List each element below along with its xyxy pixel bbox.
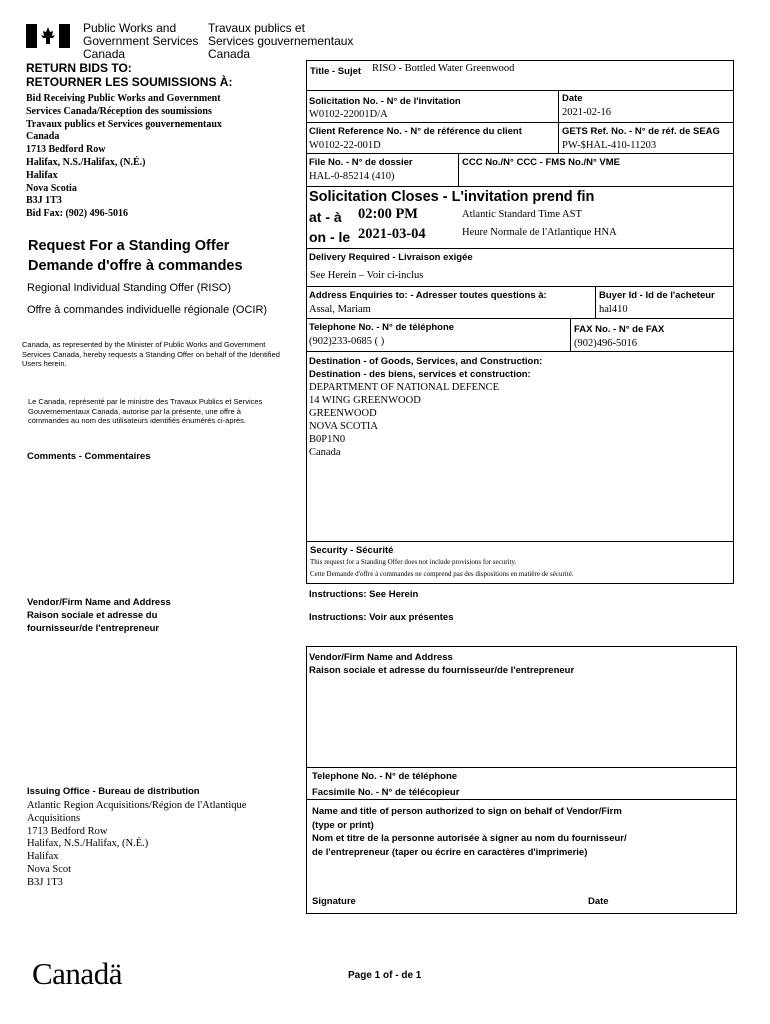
telephone-value: (902)233-0685 ( ): [309, 336, 385, 347]
department-name-en: Public Works and Government Services Canada: [83, 21, 199, 61]
vendor-box-title: Vendor/Firm Name and Address Raison sociale et adresse du fournisseur/de l'entrepreneur: [309, 652, 575, 676]
ccc-no-label: CCC No./N° CCC - FMS No./N° VME: [462, 157, 621, 168]
delivery-value: See Herein – Voir ci-inclus: [310, 270, 424, 281]
fax-label: FAX No. - N° de FAX: [574, 324, 665, 335]
address-enquiries-value: Assal, Mariam: [309, 304, 371, 315]
file-no-label: File No. - N° de dossier: [309, 157, 413, 168]
instructions-en: Instructions: See Herein: [309, 589, 419, 600]
fax-value: (902)496-5016: [574, 338, 637, 349]
request-title: Request For a Standing Offer Demande d'offre à commandes: [28, 238, 243, 274]
closing-time: 02:00 PM: [358, 206, 418, 222]
signature-label: Signature: [312, 896, 356, 907]
buyer-id-value: hal410: [599, 304, 628, 315]
gets-ref-value: PW-$HAL-410-11203: [562, 140, 657, 151]
date-value: 2021-02-16: [562, 107, 611, 118]
closing-title: Solicitation Closes - L'invitation prend fin: [309, 189, 595, 205]
client-ref-value: W0102-22-001D: [309, 140, 381, 151]
issuing-office-label: Issuing Office - Bureau de distribution: [27, 786, 200, 797]
government-flag-logo: [26, 24, 70, 48]
timezone-en: Atlantic Standard Time AST: [462, 209, 582, 220]
address-enquiries-label: Address Enquiries to: - Adresser toutes questions à:: [309, 290, 547, 301]
return-address: Bid Receiving Public Works and Government Services Canada/Réception des soumissions Travaux publics et Services gouvernementaux Canada 1713 Bedford Row Halifax, N.S./Halifax, (N.É.) Halifax Nova Scotia B3J 1T3 Bid Fax: (902) 496-5016: [26, 93, 222, 220]
closing-date: 2021-03-04: [358, 226, 426, 242]
request-paragraph-en: Canada, as represented by the Minister of Public Works and Government Services Canada, hereby requests a Standing Offer on behalf of the Identified Users herein.: [22, 340, 280, 368]
destination-address: DEPARTMENT OF NATIONAL DEFENCE 14 WING GREENWOOD GREENWOOD NOVA SCOTIA B0P1N0 Canada: [309, 382, 500, 458]
delivery-label: Delivery Required - Livraison exigée: [309, 252, 473, 263]
destination-label: Destination - of Goods, Services, and Construction: Destination - des biens, services et construction:: [309, 356, 543, 380]
solicitation-no-value: W0102-22001D/A: [309, 109, 388, 120]
issuing-office-address: Atlantic Region Acquisitions/Région de l'Atlantique Acquisitions 1713 Bedford Row Halifax, N.S./Halifax, (N.É.) Halifax Nova Scot B3J 1T3: [27, 800, 247, 888]
riso-label-fr: Offre à commandes individuelle régionale (OCIR): [27, 304, 268, 316]
gets-ref-label: GETS Ref. No. - N° de réf. de SEAG: [562, 126, 720, 137]
client-ref-label: Client Reference No. - N° de référence du client: [309, 126, 522, 137]
solicitation-no-label: Solicitation No. - N° de l'invitation: [309, 96, 461, 107]
return-bids-title: RETURN BIDS TO: RETOURNER LES SOUMISSIONS À:: [26, 61, 233, 89]
department-name-fr: Travaux publics et Services gouvernementaux Canada: [208, 21, 354, 61]
closing-at-label: at - à: [309, 209, 342, 225]
signature-date-label: Date: [588, 896, 609, 907]
instructions-fr: Instructions: Voir aux présentes: [309, 612, 454, 623]
title-label: Title - Sujet: [310, 66, 362, 77]
security-text-fr: Cette Demande d'offre à commandes ne comprend pas des dispositions en matière de sécurité.: [310, 570, 574, 578]
page-number: Page 1 of - de 1: [348, 970, 422, 981]
riso-label-en: Regional Individual Standing Offer (RISO): [27, 282, 232, 294]
vendor-fax-label: Facsimile No. - N° de télécopieur: [312, 787, 460, 798]
security-text-en: This request for a Standing Offer does not include provisions for security.: [310, 558, 517, 566]
request-paragraph-fr: Le Canada, représenté par le ministre des Travaux Publics et Services Gouvernementaux Canada, autorise par la présente, une offre à commandes au nom des utilisateurs identifiés énumérés ci-après.: [28, 397, 263, 425]
closing-on-label: on - le: [309, 229, 351, 245]
buyer-id-label: Buyer Id - Id de l'acheteur: [599, 290, 715, 301]
security-label: Security - Sécurité: [310, 545, 394, 556]
vendor-address-label: Vendor/Firm Name and Address Raison sociale et adresse du fournisseur/de l'entrepreneur: [27, 597, 171, 634]
date-label: Date: [562, 93, 583, 104]
vendor-telephone-label: Telephone No. - N° de téléphone: [312, 771, 458, 782]
title-value: RISO - Bottled Water Greenwood: [372, 63, 515, 74]
file-no-value: HAL-0-85214 (410): [309, 171, 395, 182]
timezone-fr: Heure Normale de l'Atlantique HNA: [462, 227, 617, 238]
comments-label: Comments - Commentaires: [27, 451, 151, 462]
telephone-label: Telephone No. - N° de téléphone: [309, 322, 455, 333]
canada-wordmark: Canadä: [32, 956, 122, 991]
authorized-person-label: Name and title of person authorized to sign on behalf of Vendor/Firm (type or print) Nom et titre de la personne autorisée à signer au nom du fournisseur/ de l'entrepreneur (taper ou écrire en caractères d'imprimerie): [312, 806, 627, 858]
